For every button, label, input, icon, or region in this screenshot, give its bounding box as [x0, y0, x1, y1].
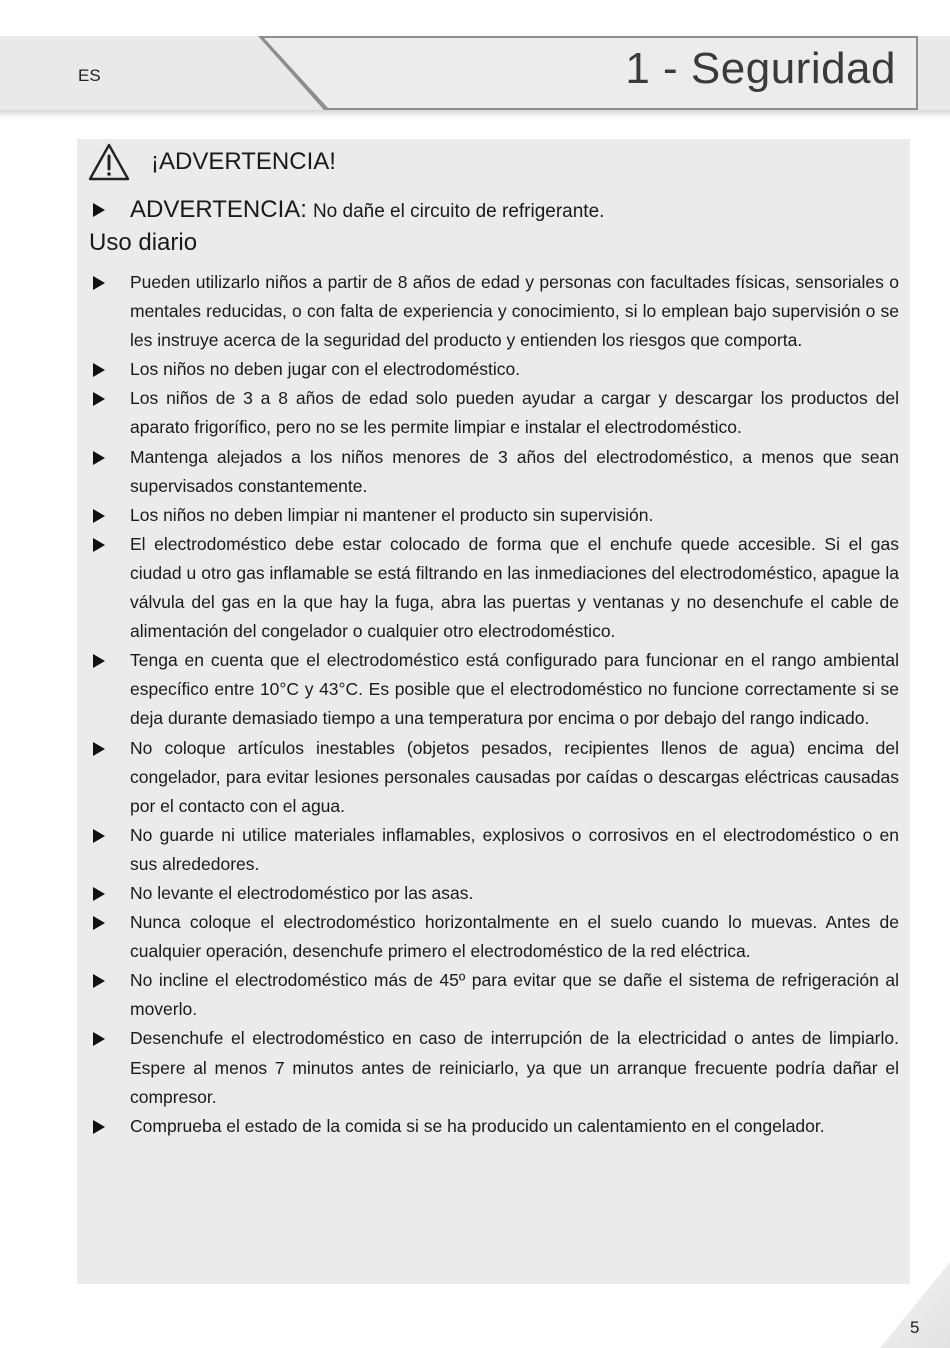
bullet-arrow-icon: [93, 451, 105, 465]
list-item-text: Nunca coloque el electrodoméstico horizontalmente en el suelo cuando lo muevas. Antes de cualquier operación, desenchufe primero el electrodoméstico de la red eléctrica.: [130, 912, 899, 962]
list-item: [93, 1024, 899, 1111]
language-code: ES: [78, 66, 101, 85]
list-item: [93, 384, 899, 442]
warning-text: No dañe el circuito de refrigerante.: [312, 201, 605, 222]
list-item: [93, 355, 899, 384]
bullet-arrow-icon: [93, 363, 105, 377]
list-item-text: No guarde ni utilice materiales inflamables, explosivos o corrosivos en el electrodoméstico o en sus alrededores.: [130, 824, 899, 874]
list-item: [93, 646, 899, 733]
bullet-arrow-icon: [93, 392, 105, 406]
bullet-arrow-icon: [93, 887, 105, 901]
section-title: Uso diario: [89, 229, 198, 256]
list-item-text: Los niños no deben limpiar ni mantener el producto sin supervisión.: [130, 504, 654, 525]
list-item-text: Mantenga alejados a los niños menores de 3 años del electrodoméstico, a menos que sean supervisados constantemente.: [130, 446, 899, 496]
list-item: [93, 821, 899, 879]
list-item: [93, 268, 899, 355]
bullet-arrow-icon: [93, 1032, 105, 1046]
list-item: [93, 530, 899, 646]
list-item-text: Los niños no deben jugar con el electrodoméstico.: [130, 359, 521, 380]
list-item: [93, 966, 899, 1024]
bullet-arrow-icon: [93, 276, 105, 290]
list-item: [93, 879, 899, 908]
safety-list: [93, 268, 899, 1141]
bullet-arrow-icon: [93, 538, 105, 552]
bullet-arrow-icon: [93, 829, 105, 843]
bullet-arrow-icon: [93, 509, 105, 523]
list-item-text: No levante el electrodoméstico por las asas.: [130, 882, 474, 903]
bullet-arrow-icon: [93, 1120, 105, 1134]
list-item-text: Desenchufe el electrodoméstico en caso de interrupción de la electricidad o antes de limpiarlo. Espere al menos 7 minutos antes de reiniciarlo, ya que un arranque frecuente podría dañar el compresor.: [130, 1028, 899, 1107]
list-item-text: Pueden utilizarlo niños a partir de 8 años de edad y personas con facultades físicas, sensoriales o mentales reducidas, o con falta de experiencia y conocimiento, si lo emplean bajo supervisión o se les instruye acerca de la seguridad del producto y entienden los riesgos que comporta.: [130, 272, 899, 351]
list-item: [93, 1112, 899, 1141]
list-item-text: No incline el electrodoméstico más de 45º para evitar que se dañe el sistema de refrigeración al moverlo.: [130, 970, 899, 1020]
header-shadow: [0, 110, 950, 118]
list-item-text: Comprueba el estado de la comida si se ha producido un calentamiento en el congelador.: [130, 1115, 825, 1136]
list-item: [93, 734, 899, 821]
bullet-arrow-icon: [93, 974, 105, 988]
bullet-arrow-icon: [93, 654, 105, 668]
warning-triangle-icon: [87, 142, 131, 182]
list-item-text: Los niños de 3 a 8 años de edad solo pueden ayudar a cargar y descargar los productos del aparato frigorífico, pero no se les permite limpiar e instalar el electrodoméstico.: [130, 388, 899, 438]
list-item-text: El electrodoméstico debe estar colocado de forma que el enchufe quede accesible. Si el gas ciudad u otro gas inflamable se está filtrando en las inmediaciones del electrodoméstico, apague la válvula del gas en la que hay la fuga, abra las puertas y ventanas y no desenchufe el cable de alimentación del congelador o cualquier otro electrodoméstico.: [130, 533, 899, 642]
bullet-arrow-icon: [93, 742, 105, 756]
warning-title: ¡ADVERTENCIA!: [151, 148, 336, 175]
warning-item: [93, 196, 903, 224]
page-title: 1 - Seguridad: [625, 44, 896, 93]
bullet-arrow-icon: [93, 916, 105, 930]
list-item-text: Tenga en cuenta que el electrodoméstico está configurado para funcionar en el rango ambiental específico entre 10°C y 43°C. Es posible que el electrodoméstico no funcione correctamente si se deja durante demasiado tiempo a una temperatura por encima o por debajo del rango indicado.: [130, 650, 899, 729]
bullet-arrow-icon: [93, 203, 105, 217]
list-item: [93, 501, 899, 530]
warning-header: [87, 140, 336, 184]
page-number: 5: [910, 1318, 920, 1337]
list-item-text: No coloque artículos inestables (objetos pesados, recipientes llenos de agua) encima del congelador, para evitar lesiones personales causadas por caídas o descargas eléctricas causadas por el contacto con el agua.: [130, 737, 899, 816]
list-item: [93, 443, 899, 501]
warning-prefix: ADVERTENCIA:: [130, 196, 307, 223]
list-item: [93, 908, 899, 966]
